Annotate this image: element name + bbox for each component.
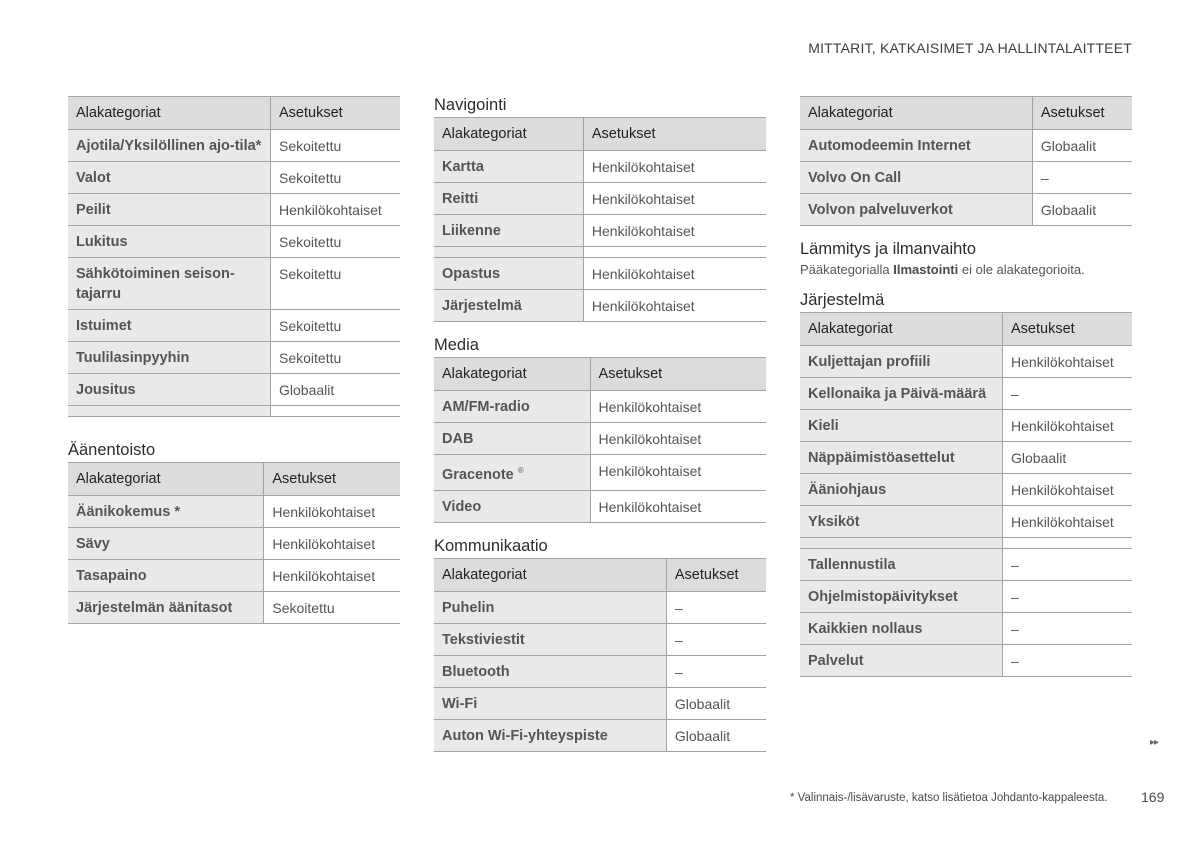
- column-header-settings: Asetukset: [264, 463, 400, 496]
- setting-cell: Henkilökohtaiset: [590, 423, 766, 455]
- table-row: [434, 656, 766, 688]
- column-header-settings: Asetukset: [271, 97, 400, 130]
- table-row: [68, 496, 400, 528]
- setting-cell: Sekoitettu: [271, 162, 400, 194]
- table-row: [800, 549, 1132, 581]
- subcategory-cell: Puhelin: [434, 592, 666, 624]
- subcategory-cell: Volvo On Call: [800, 162, 1032, 194]
- setting-cell: Henkilökohtaiset: [590, 455, 766, 491]
- setting-cell: –: [1003, 645, 1132, 677]
- table-row: [800, 442, 1132, 474]
- setting-cell: Henkilökohtaiset: [590, 391, 766, 423]
- table-row: [434, 491, 766, 523]
- setting-cell: –: [1003, 378, 1132, 410]
- subcategory-cell: AM/FM-radio: [434, 391, 590, 423]
- setting-cell: Globaalit: [1032, 194, 1132, 226]
- footnote: * Valinnais-/lisävaruste, katso lisätietoa Johdanto-kappaleesta.: [790, 792, 1108, 804]
- settings-table-communication: [434, 558, 766, 752]
- subcategory-cell: Näppäimistöasettelut: [800, 442, 1003, 474]
- section-title-media: Media: [434, 336, 479, 354]
- section-title-communication: Kommunikaatio: [434, 537, 548, 555]
- table-row: [68, 310, 400, 342]
- subcategory-cell: Peilit: [68, 194, 271, 226]
- table-row: [800, 506, 1132, 538]
- subcategory-cell: Palvelut: [800, 645, 1003, 677]
- subcategory-cell: DAB: [434, 423, 590, 455]
- setting-cell: Henkilökohtaiset: [583, 183, 766, 215]
- column-header-settings: Asetukset: [590, 358, 766, 391]
- setting-cell: Globaalit: [666, 720, 766, 752]
- subcategory-cell: Ääniohjaus: [800, 474, 1003, 506]
- table-row: [800, 613, 1132, 645]
- setting-cell: Henkilökohtaiset: [264, 528, 400, 560]
- table-row: [68, 258, 400, 310]
- setting-cell: Henkilökohtaiset: [583, 290, 766, 322]
- setting-cell: Sekoitettu: [271, 258, 400, 310]
- table-row: [68, 194, 400, 226]
- settings-table-system: [800, 312, 1132, 677]
- setting-cell: –: [1003, 581, 1132, 613]
- table-row: [434, 592, 766, 624]
- column-header-subcategory: Alakategoriat: [800, 97, 1032, 130]
- subcategory-cell: Wi-Fi: [434, 688, 666, 720]
- subcategory-cell: [800, 538, 1003, 549]
- column-header-subcategory: Alakategoriat: [434, 559, 666, 592]
- setting-cell: Globaalit: [1032, 130, 1132, 162]
- setting-cell: Henkilökohtaiset: [264, 560, 400, 592]
- subcategory-cell: Auton Wi-Fi-yhteyspiste: [434, 720, 666, 752]
- setting-cell: [271, 406, 400, 417]
- subcategory-cell: Tallennustila: [800, 549, 1003, 581]
- next-page-icon: ▸▸: [1150, 737, 1159, 748]
- setting-cell: Globaalit: [666, 688, 766, 720]
- registered-mark: ®: [517, 466, 524, 475]
- column-header-subcategory: Alakategoriat: [68, 463, 264, 496]
- setting-cell: Henkilökohtaiset: [1003, 410, 1132, 442]
- subcategory-cell: Yksiköt: [800, 506, 1003, 538]
- table-row: [68, 374, 400, 406]
- setting-cell: Henkilökohtaiset: [1003, 474, 1132, 506]
- column-header-subcategory: Alakategoriat: [800, 313, 1003, 346]
- table-row: [800, 346, 1132, 378]
- subcategory-cell: Kuljettajan profiili: [800, 346, 1003, 378]
- table-row: [800, 645, 1132, 677]
- section-title-navigation: Navigointi: [434, 96, 507, 114]
- subcategory-cell: Tuulilasinpyyhin: [68, 342, 271, 374]
- subcategory-cell: Opastus: [434, 258, 583, 290]
- subcategory-cell: Järjestelmä: [434, 290, 583, 322]
- page-header: MITTARIT, KATKAISIMET JA HALLINTALAITTEET: [808, 40, 1132, 56]
- subcategory-cell: Sävy: [68, 528, 264, 560]
- subcategory-cell: Liikenne: [434, 215, 583, 247]
- column-header-subcategory: Alakategoriat: [68, 97, 271, 130]
- column-left: [68, 96, 400, 624]
- gracenote-label: Gracenote: [442, 467, 514, 483]
- table-row: [434, 720, 766, 752]
- setting-cell: Henkilökohtaiset: [583, 258, 766, 290]
- settings-table-audio: [68, 462, 400, 624]
- table-row: [68, 560, 400, 592]
- subcategory-cell: Ajotila/Yksilöllinen ajo-tila*: [68, 130, 271, 162]
- subcategory-cell: Sähkötoiminen seison-tajarru: [68, 258, 271, 310]
- table-row: [800, 581, 1132, 613]
- subcategory-cell: Tekstiviestit: [434, 624, 666, 656]
- setting-cell: Henkilökohtaiset: [271, 194, 400, 226]
- settings-table-navigation: [434, 117, 766, 322]
- settings-table-media: [434, 357, 766, 523]
- table-row: [68, 226, 400, 258]
- subcategory-cell: Kellonaika ja Päivä-määrä: [800, 378, 1003, 410]
- table-row: [800, 474, 1132, 506]
- table-row: [800, 130, 1132, 162]
- setting-cell: –: [1003, 613, 1132, 645]
- setting-cell: Sekoitettu: [271, 130, 400, 162]
- table-row: [68, 592, 400, 624]
- settings-table-connected-services: [800, 96, 1132, 226]
- page-number: 169: [1141, 789, 1165, 805]
- subcategory-cell: Reitti: [434, 183, 583, 215]
- table-row-empty: [434, 247, 766, 258]
- column-middle: [434, 94, 766, 752]
- setting-cell: Henkilökohtaiset: [1003, 346, 1132, 378]
- table-row: [800, 378, 1132, 410]
- subcategory-cell: Bluetooth: [434, 656, 666, 688]
- climate-note-bold: Ilmastointi: [893, 262, 959, 277]
- setting-cell: Globaalit: [1003, 442, 1132, 474]
- table-row: [434, 183, 766, 215]
- table-row: [434, 151, 766, 183]
- subcategory-cell: Äänikokemus *: [68, 496, 264, 528]
- table-row-empty: [800, 538, 1132, 549]
- table-row: [434, 290, 766, 322]
- section-title-climate: Lämmitys ja ilmanvaihto: [800, 240, 977, 258]
- column-header-settings: Asetukset: [583, 118, 766, 151]
- column-header-settings: Asetukset: [1032, 97, 1132, 130]
- subcategory-cell: Valot: [68, 162, 271, 194]
- column-header-settings: Asetukset: [1003, 313, 1132, 346]
- subcategory-cell: Kieli: [800, 410, 1003, 442]
- table-row: [800, 410, 1132, 442]
- subcategory-cell: Kaikkien nollaus: [800, 613, 1003, 645]
- subcategory-cell: Jousitus: [68, 374, 271, 406]
- section-title-audio: Äänentoisto: [68, 441, 156, 459]
- subcategory-cell: Järjestelmän äänitasot: [68, 592, 264, 624]
- setting-cell: Henkilökohtaiset: [583, 151, 766, 183]
- column-header-subcategory: Alakategoriat: [434, 358, 590, 391]
- column-header-settings: Asetukset: [666, 559, 766, 592]
- setting-cell: Henkilökohtaiset: [264, 496, 400, 528]
- climate-note: Pääkategorialla Ilmastointi ei ole alakategorioita.: [800, 262, 1085, 277]
- table-row: [434, 455, 766, 491]
- setting-cell: Sekoitettu: [271, 342, 400, 374]
- table-row: [434, 688, 766, 720]
- subcategory-cell: [434, 247, 583, 258]
- settings-table-general: [68, 96, 400, 417]
- setting-cell: –: [1032, 162, 1132, 194]
- table-row: [800, 194, 1132, 226]
- table-row: [800, 162, 1132, 194]
- table-row: [434, 258, 766, 290]
- setting-cell: Sekoitettu: [264, 592, 400, 624]
- setting-cell: Henkilökohtaiset: [590, 491, 766, 523]
- subcategory-cell: Kartta: [434, 151, 583, 183]
- subcategory-cell: Istuimet: [68, 310, 271, 342]
- section-title-system: Järjestelmä: [800, 291, 885, 309]
- table-row: [68, 528, 400, 560]
- setting-cell: Henkilökohtaiset: [1003, 506, 1132, 538]
- subcategory-cell: Video: [434, 491, 590, 523]
- column-right: [800, 96, 1132, 677]
- setting-cell: [1003, 538, 1132, 549]
- setting-cell: –: [1003, 549, 1132, 581]
- setting-cell: Sekoitettu: [271, 310, 400, 342]
- setting-cell: Henkilökohtaiset: [583, 215, 766, 247]
- setting-cell: [583, 247, 766, 258]
- setting-cell: –: [666, 624, 766, 656]
- subcategory-cell: Lukitus: [68, 226, 271, 258]
- table-row: [68, 130, 400, 162]
- column-header-subcategory: Alakategoriat: [434, 118, 583, 151]
- setting-cell: Globaalit: [271, 374, 400, 406]
- table-row: [434, 423, 766, 455]
- subcategory-cell: Automodeemin Internet: [800, 130, 1032, 162]
- subcategory-cell: [434, 455, 590, 491]
- subcategory-cell: Volvon palveluverkot: [800, 194, 1032, 226]
- table-row: [68, 342, 400, 374]
- subcategory-cell: [68, 406, 271, 417]
- table-row-empty: [68, 406, 400, 417]
- table-row: [434, 215, 766, 247]
- table-row: [434, 391, 766, 423]
- setting-cell: Sekoitettu: [271, 226, 400, 258]
- table-row: [68, 162, 400, 194]
- subcategory-cell: Ohjelmistopäivitykset: [800, 581, 1003, 613]
- table-row: [434, 624, 766, 656]
- setting-cell: –: [666, 592, 766, 624]
- subcategory-cell: Tasapaino: [68, 560, 264, 592]
- setting-cell: –: [666, 656, 766, 688]
